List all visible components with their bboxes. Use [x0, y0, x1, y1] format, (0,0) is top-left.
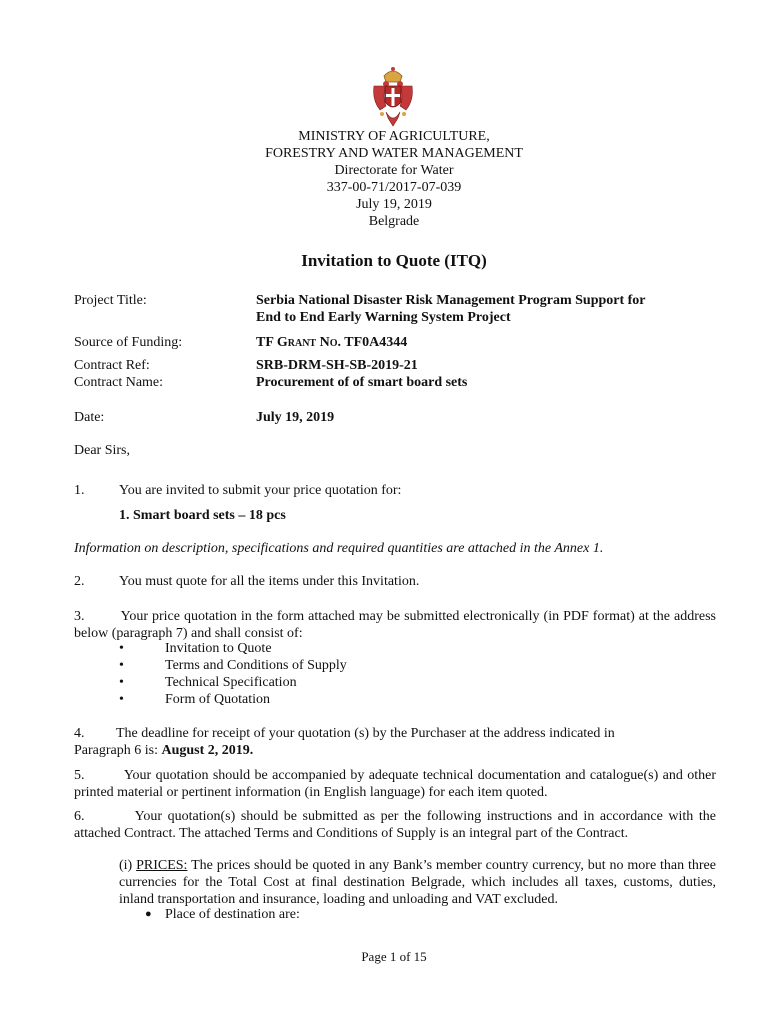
- salutation: Dear Sirs,: [74, 443, 130, 458]
- annex-info: Information on description, specifications and required quantities are attached in the Annex 1.: [74, 541, 604, 556]
- bullet-item: Form of Quotation: [165, 692, 270, 707]
- bullet-marker: •: [119, 641, 124, 656]
- contract-name-label: Contract Name:: [74, 375, 164, 390]
- prices-heading: PRICES:: [136, 858, 188, 873]
- page-number-footer: Page 1 of 15: [361, 949, 427, 964]
- serbian-coat-of-arms-emblem: [370, 66, 416, 128]
- funding-value: TF Grant No. TF0A4344: [256, 335, 408, 350]
- paragraph-number: 1.: [74, 483, 85, 498]
- header-line: Belgrade: [368, 214, 420, 229]
- contract-ref-label: Contract Ref:: [74, 358, 150, 373]
- bullet-marker: ●: [145, 908, 152, 920]
- document-title: Invitation to Quote (ITQ): [301, 251, 487, 270]
- project-title-value-line2: End to End Early Warning System Project: [256, 310, 511, 325]
- bullet-item: Technical Specification: [165, 675, 297, 690]
- paragraph-3-text: 3. Your price quotation in the form attached may be submitted electronically (in PDF format) at the address below (paragraph 7) and shall consist of:: [74, 609, 716, 641]
- contract-ref-value: SRB-DRM-SH-SB-2019-21: [256, 358, 418, 373]
- header-line: FORESTRY AND WATER MANAGEMENT: [265, 146, 523, 161]
- date-label: Date:: [74, 410, 105, 425]
- paragraph-number: 2.: [74, 574, 85, 589]
- project-title-value-line1: Serbia National Disaster Risk Management Program Support for: [256, 293, 646, 308]
- contract-name-value: Procurement of of smart board sets: [256, 375, 468, 390]
- paragraph-2-text: You must quote for all the items under this Invitation.: [119, 574, 420, 589]
- header-line: July 19, 2019: [356, 197, 432, 212]
- funding-label: Source of Funding:: [74, 335, 183, 350]
- paragraph-6-text: 6. Your quotation(s) should be submitted as per the following instructions and in accordance with the attached Contract. The attached Terms and Conditions of Supply is an integral part of the Contract.: [74, 809, 716, 841]
- bullet-item: Invitation to Quote: [165, 641, 272, 656]
- paragraph-4-line2: Paragraph 6 is: August 2, 2019.: [74, 743, 254, 758]
- project-title-label: Project Title:: [74, 293, 147, 308]
- header-line: MINISTRY OF AGRICULTURE,: [298, 129, 490, 144]
- bullet-marker: •: [119, 675, 124, 690]
- date-value: July 19, 2019: [256, 410, 335, 425]
- header-line: 337-00-71/2017-07-039: [326, 180, 462, 195]
- bullet-marker: •: [119, 692, 124, 707]
- paragraph-4-line1: 4. The deadline for receipt of your quotation (s) by the Purchaser at the address indicated in: [74, 726, 615, 741]
- destination-item: Place of destination are:: [165, 907, 300, 922]
- header-line: Directorate for Water: [334, 163, 454, 178]
- paragraph-1-text: You are invited to submit your price quotation for:: [119, 483, 402, 498]
- bullet-marker: •: [119, 658, 124, 673]
- requested-item: 1. Smart board sets – 18 pcs: [119, 508, 286, 523]
- paragraph-5-text: 5. Your quotation should be accompanied by adequate technical documentation and catalogue(s) and other printed material or pertinent information (in English language) for each item quoted.: [74, 768, 716, 800]
- deadline-date: August 2, 2019.: [161, 743, 254, 758]
- prices-paragraph: (i) PRICES: The prices should be quoted in any Bank’s member country currency, but no more than three currencies for the Total Cost at final destination Belgrade, which includes all taxes, customs, duties, inland transportation and insurance, loading and unloading and VAT excluded.: [119, 858, 716, 907]
- bullet-item: Terms and Conditions of Supply: [165, 658, 347, 673]
- ministry-header: [0, 128, 770, 230]
